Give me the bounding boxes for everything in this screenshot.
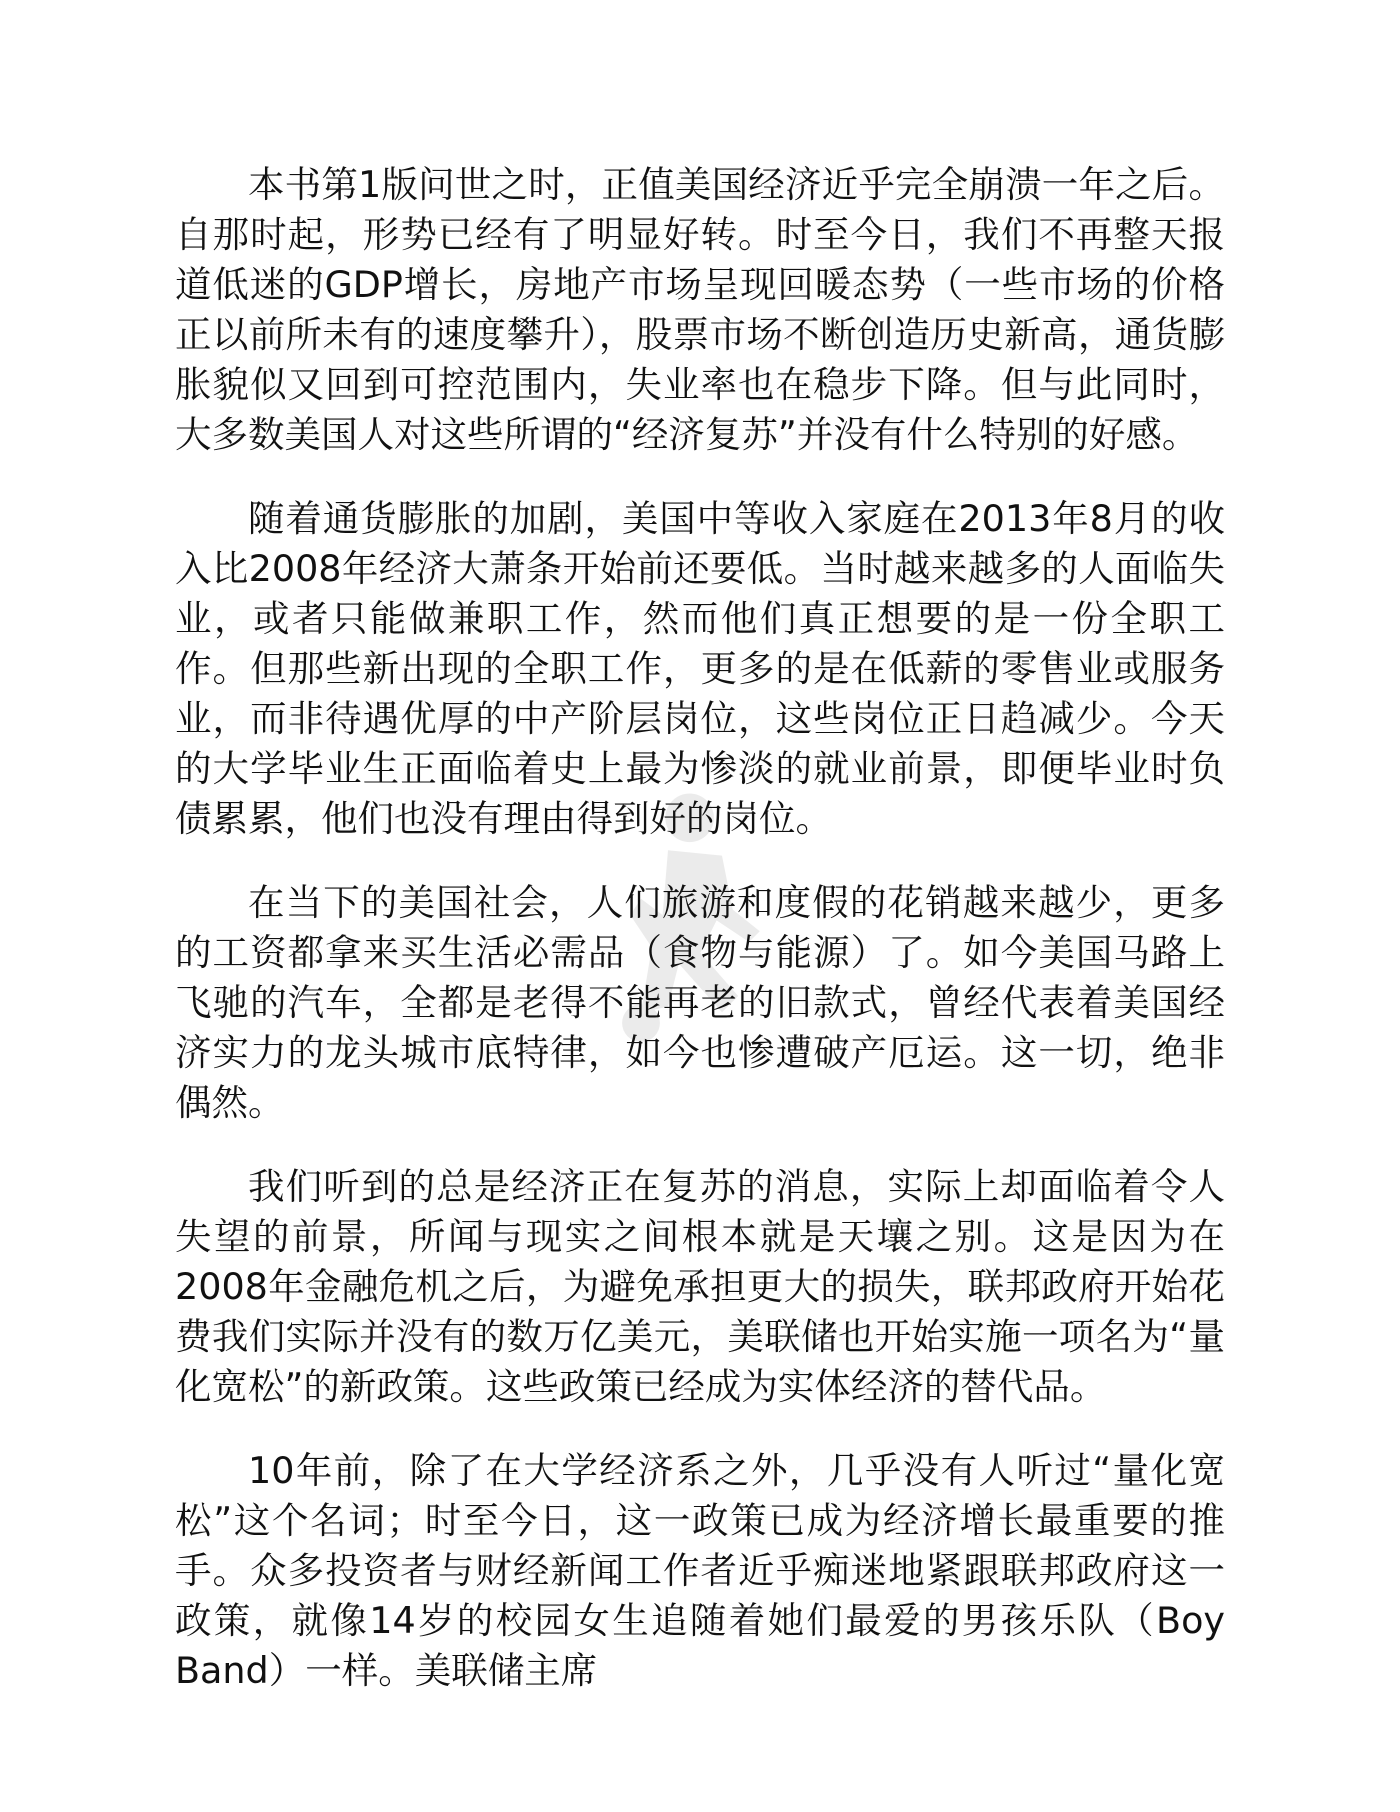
paragraph-5: 10年前，除了在大学经济系之外，几乎没有人听过“量化宽松”这个名词；时至今日，这一政策已成为经济增长最重要的推手。众多投资者与财经新闻工作者近乎痴迷地紧跟联邦政府这一政策，就像14岁的校园女生追随着她们最爱的男孩乐队（Boy Band）一样。美联储主席 xyxy=(175,1449,1225,1692)
paragraph-4: 我们听到的总是经济正在复苏的消息，实际上却面临着令人失望的前景，所闻与现实之间根本就是天壤之别。这是因为在2008年金融危机之后，为避免承担更大的损失，联邦政府开始花费我们实际并没有的数万亿美元，美联储也开始实施一项名为“量化宽松”的新政策。这些政策已经成为实体经济的替代品。 xyxy=(175,1165,1225,1408)
paragraph-1: 本书第1版问世之时，正值美国经济近乎完全崩溃一年之后。自那时起，形势已经有了明显好转。时至今日，我们不再整天报道低迷的GDP增长，房地产市场呈现回暖态势（一些市场的价格正以前所未有的速度攀升），股票市场不断创造历史新高，通货膨胀貌似又回到可控范围内，失业率也在稳步下降。但与此同时，大多数美国人对这些所谓的“经济复苏”并没有什么特别的好感。 xyxy=(175,163,1225,456)
body-text xyxy=(175,160,1225,1730)
paragraph-3: 在当下的美国社会，人们旅游和度假的花销越来越少，更多的工资都拿来买生活必需品（食物与能源）了。如今美国马路上飞驰的汽车，全都是老得不能再老的旧款式，曾经代表着美国经济实力的龙头城市底特律，如今也惨遭破产厄运。这一切，绝非偶然。 xyxy=(175,881,1225,1124)
paragraph-2: 随着通货膨胀的加剧，美国中等收入家庭在2013年8月的收入比2008年经济大萧条开始前还要低。当时越来越多的人面临失业，或者只能做兼职工作，然而他们真正想要的是一份全职工作。但那些新出现的全职工作，更多的是在低薪的零售业或服务业，而非待遇优厚的中产阶层岗位，这些岗位正日趋减少。今天的大学毕业生正面临着史上最为惨淡的就业前景，即便毕业时负债累累，他们也没有理由得到好的岗位。 xyxy=(175,497,1225,840)
